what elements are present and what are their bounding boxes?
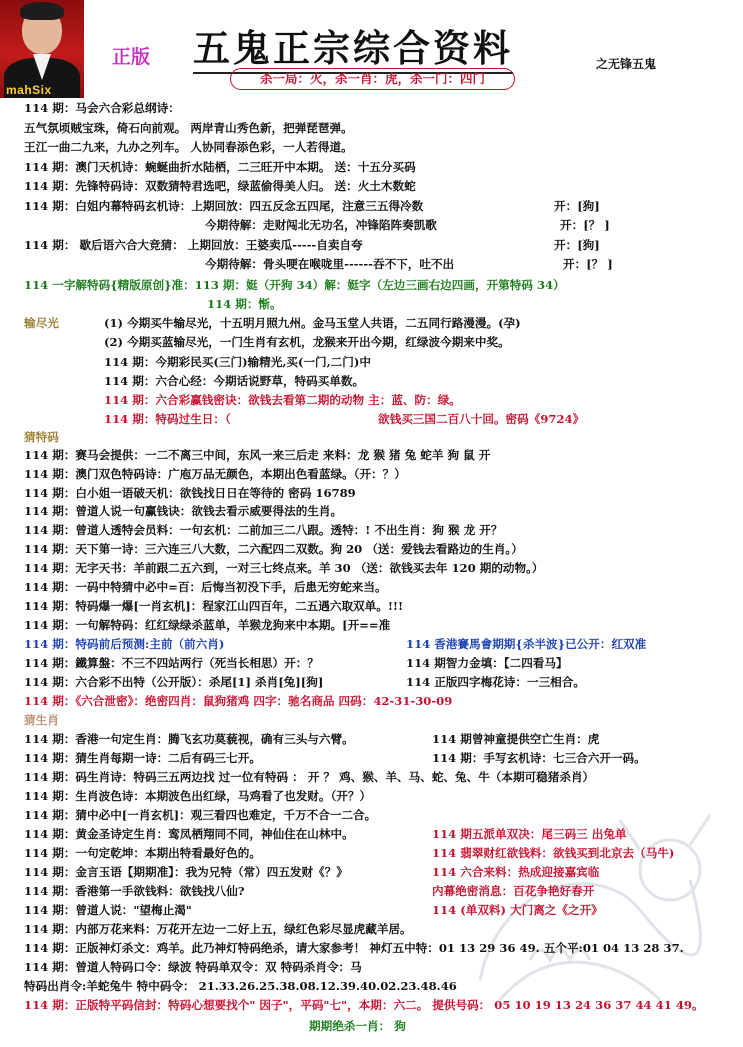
text-line: 114 期智力金填：【二四看马】 xyxy=(406,656,568,670)
avatar-hair xyxy=(20,2,64,20)
text-line: 114 期：曾道人说一句赢钱诀：欲钱去看示威要得法的生肖。 xyxy=(24,504,343,518)
text-line: 114 期：鐵算盤：不三不四站两行（死当长相思）开：？ xyxy=(24,656,319,670)
text-line: 114 期：曾道人说："望梅止渴" xyxy=(24,903,192,917)
kill-summary-badge: 杀一局：火，杀一肖：虎，杀一门：四门 xyxy=(230,68,515,90)
page-title: 五鬼正宗综合资料 xyxy=(193,18,513,74)
text-line: 114 期：六合心经：今期话说野草，特码买单数。 xyxy=(104,374,365,388)
avatar-watermark: mahSix xyxy=(6,83,52,97)
text-line: 今期待解：骨头哽在喉咙里------吞不下，吐不出 xyxy=(205,257,455,271)
text-line: 114 期：惭。 xyxy=(207,297,282,311)
text-line: 114 期：正版神灯杀文：鸡羊。此乃神灯特码绝杀，请大家参考！ 神灯五中特：01 13 29 36 49. 五个平:01 04 13 28 37. xyxy=(24,941,684,955)
text-line: 内幕绝密消息：百花争艳好春开 xyxy=(432,884,595,898)
text-line: 114 一字解特码{精版原创}准：113 期：娗（开狗 34）解：娗字（左边三画右边四画，开第特码 34） xyxy=(24,278,565,292)
text-line: 输尽光 xyxy=(24,316,59,330)
text-line: 114 期：赛马会提供：一二不离三中间，东风一来三后走 来料：龙 猴 猪 兔 蛇羊 狗 鼠 开 xyxy=(24,448,491,462)
text-line: 114 六合来料：热成迎接嘉宾临 xyxy=(432,865,600,879)
text-line: 114 期：香港第一手欲钱料：欲钱找八仙? xyxy=(24,884,245,898)
text-line: 114 期：猜生肖每期一诗：二后有码三七开。 xyxy=(24,751,261,765)
text-line: 114 期：白姐内幕特码玄机诗：上期回放：四五反念五四尾，注意三五得冷数 xyxy=(24,199,424,213)
text-line: 114 期：澳门双色特码诗：广庖万品无颜色，本期出色看蓝绿。（开：？） xyxy=(24,467,406,481)
text-line: 114 期：生肖波色诗：本期波色出红绿，马鸡看了也发财。（开？） xyxy=(24,789,372,803)
text-line: 欲钱买三国二百八十回。密码《9724》 xyxy=(378,412,585,426)
text-line: 114 期：六合彩赢钱密诀：欲钱去看第二期的动物 主：蓝、防：绿。 xyxy=(104,393,461,407)
text-line: 114 期：曾道人透特会员料：一句玄机：二前加三二八跟。透特：! 不出生肖：狗 猴 龙 开？ xyxy=(24,523,503,537)
text-line: (1) 今期买牛输尽光，十五明月照九州。金马玉堂人共语，二五同行路漫漫。(孕) xyxy=(104,316,521,330)
text-line: 114 期：天下第一诗：三六连三八大数，二六配四二双数。狗 20 （送：爱钱去看路边的生肖。） xyxy=(24,542,523,556)
text-line: 114 期：码生肖诗：特码三五两边找 过一位有特码 ： 开 ？ 鸡、猴、羊、马、蛇、兔、牛（本期可稳猪杀肖） xyxy=(24,770,595,784)
text-line: 114 期：黄金圣诗定生肖：鸾凤栖翔同不同，神仙住在山林中。 xyxy=(24,827,354,841)
text-line: 114 期：手写玄机诗：七三合六开一码。 xyxy=(432,751,646,765)
text-line: 114 期：六合彩不出特（公开版）：杀尾[1] 杀肖[兔][狗] xyxy=(24,675,324,689)
text-line: 114 期：曾道人特码口令：绿波 特码单双令：双 特码杀肖令：马 xyxy=(24,960,362,974)
text-line: 开：[？ ] xyxy=(563,257,613,271)
text-line: 114 期：《六合泄密》：绝密四肖：鼠狗猪鸡 四字：驰名商品 四码：42-31-30-09 xyxy=(24,694,453,708)
text-line: 114 期：猜中必中[一肖玄机]：观三看四也难定，千万不合一二合。 xyxy=(24,808,377,822)
text-line: 114 期：白小姐一语破天机：欲钱找日日在等待的 密码 16789 xyxy=(24,486,356,500)
text-line: 114 期：先锋特码诗：双数猜特君选吧，绿蓝偷得美人归。 送：火土木数蛇 xyxy=(24,179,416,193)
text-line: 114 期：内部万花来料：万花开左边一二好上五，绿红色彩尽显虎藏羊居。 xyxy=(24,922,412,936)
text-line: 114 期：一句定乾坤：本期出特看最好色的。 xyxy=(24,846,261,860)
text-line: 114 期：特码前后预测:主前（前六肖) xyxy=(24,637,225,651)
text-line: 114 香港賽馬會期期{杀半波}已公开：红双准 xyxy=(406,637,647,651)
text-line: 114 期：马会六合彩总纲诗： xyxy=(24,101,180,115)
text-line: 114 期：金言玉语【期期准】：我为兄特（常）四五发财《？》 xyxy=(24,865,348,879)
edition-label: 正版 xyxy=(112,46,151,68)
text-line: 114 期：正版特平码信封：特码心想要找个" 因子"，平码"七"，本期：六二。 提供号码： 05 10 19 13 24 36 37 44 41 49。 xyxy=(24,998,704,1012)
text-line: 猜生肖 xyxy=(24,713,59,727)
text-line: 114 (单双料) 大门离之《之开》 xyxy=(432,903,603,917)
text-line: 特码出肖令:羊蛇兔牛 特中码令： 21.33.26.25.38.08.12.39.40.02.23.48.46 xyxy=(24,979,457,993)
text-line: 王江一曲二九来，九办之列车。 人协同春添色彩，一人若得道。 xyxy=(24,140,353,154)
author-avatar xyxy=(0,0,84,98)
text-line: 114 期：一句解特码：红红绿绿杀蓝单，羊猴龙狗来中本期。[开==准 xyxy=(24,618,391,632)
text-line: 114 期：特码过生日：（ xyxy=(104,412,231,426)
text-line: 五气氛顷贼宝珠，倚石向前观。 两岸青山秀色新，把弹琵琶弹。 xyxy=(24,121,353,135)
text-line: 114 翡翠财红欲钱料：欲钱买到北京去（马牛) xyxy=(432,846,675,860)
text-line: 114 期：澳门天机诗：蜿蜒曲折水陆栖，二三旺开中本期。 送：十五分买码 xyxy=(24,160,416,174)
text-line: 114 期：一码中特猜中必中=百：后悔当初没下手，后患无穷蛇来当。 xyxy=(24,580,387,594)
text-line: 今期待解：走财闯北无功名，冲锋陷阵奏凯歌 xyxy=(205,218,437,232)
text-line: 114 期：无字天书：羊前跟二五六到，一对三七终点来。羊 30 （送：欲钱买去年 120 期的动物。） xyxy=(24,561,544,575)
text-line: 114 期曾神童提供空亡生肖：虎 xyxy=(432,732,600,746)
text-line: 114 期五派单双决：尾三码三 出兔单 xyxy=(432,827,627,841)
text-line: 114 期：特码爆一爆[一肖玄机]：程家江山四百年，二五遇六取双单。!!! xyxy=(24,599,404,613)
text-line: 开：[？ ] xyxy=(560,218,610,232)
text-line: 开：[狗] xyxy=(554,238,600,252)
text-line: 开：[狗] xyxy=(554,199,600,213)
text-line: (2) 今期买蓝输尽光，一门生肖有玄机，龙猴来开出今期，红绿波今期来中奖。 xyxy=(104,335,510,349)
text-line: 114 正版四字梅花诗：一三相合。 xyxy=(406,675,585,689)
text-line: 114 期：香港一句定生肖：腾飞玄功莫藐视，确有三头与六臂。 xyxy=(24,732,354,746)
text-line: 114 期：今期彩民买(三门)输精光,买(一门,二门)中 xyxy=(104,355,371,369)
author-name: 之无锋五鬼 xyxy=(596,57,657,71)
text-line: 114 期： 歇后语六合大竞猜： 上期回放：王婆卖瓜-----自卖自夸 xyxy=(24,238,363,252)
text-line: 猜特码 xyxy=(24,430,59,444)
text-line: 期期绝杀一肖： 狗 xyxy=(309,1019,406,1033)
